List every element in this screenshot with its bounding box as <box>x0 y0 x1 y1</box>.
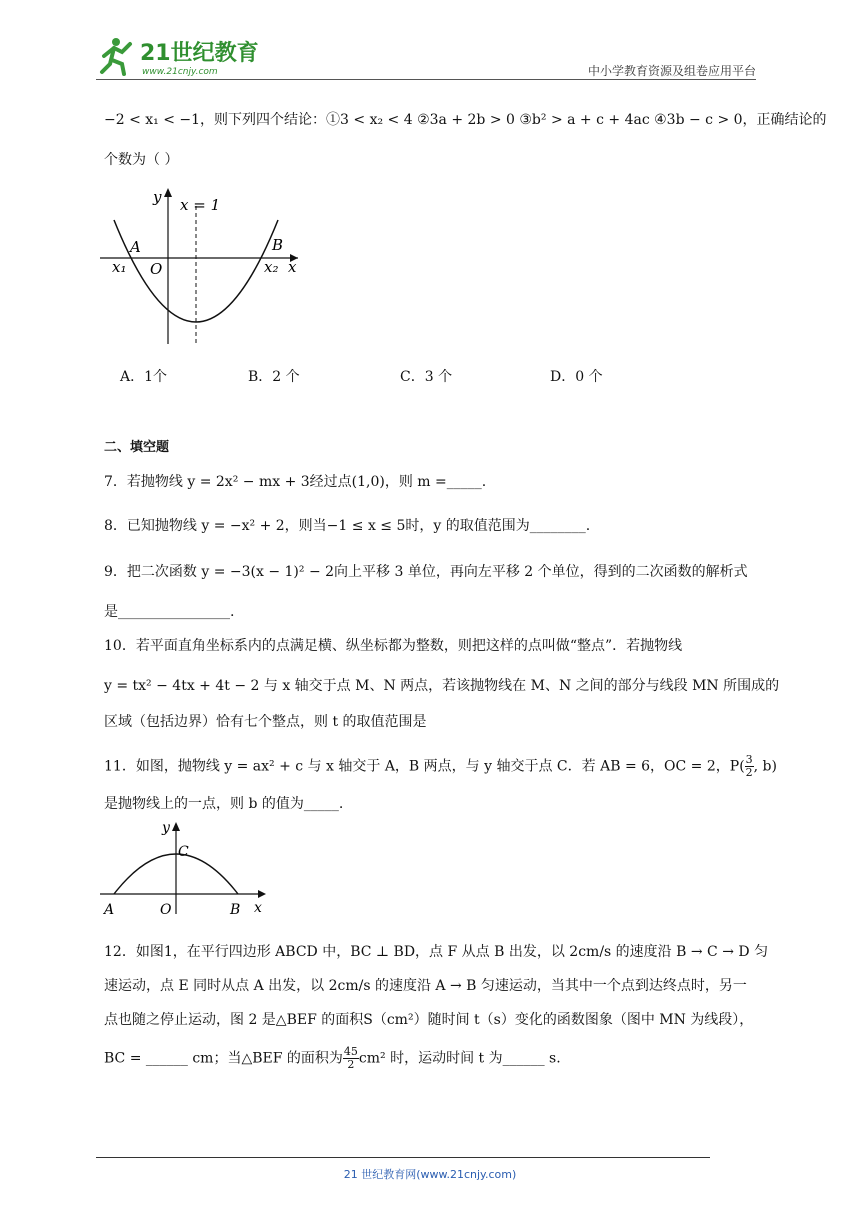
q12-line3: 点也随之停止运动，图 2 是△BEF 的面积S（cm²）随时间 t（s）变化的函数图象（图中 MN 为线段）， <box>104 1012 754 1028</box>
q11-point-c: C <box>178 844 189 860</box>
site-logo <box>96 34 266 78</box>
q6-line1: −2 < x₁ < −1，则下列四个结论：①3 < x₂ < 4 ②3a + 2b > 0 ③b² > a + c + 4ac ④3b − c > 0，正确结论的 <box>104 112 827 128</box>
footer-link[interactable]: 21 世纪教育网(www.21cnjy.com) <box>343 1168 517 1181</box>
q6-point-b: B <box>272 236 284 254</box>
q6-axis-eq: x = 1 <box>180 196 221 214</box>
q12-line1: 12．如图1，在平行四边形 ABCD 中，BC ⊥ BD，点 F 从点 B 出发，以 2cm/s 的速度沿 B → C → D 匀 <box>104 944 769 960</box>
section-title: 二、填空题 <box>104 440 170 455</box>
q12-fraction: $\frac{45}{2}$ <box>343 1045 358 1071</box>
q10-line1: 10．若平面直角坐标系内的点满足横、纵坐标都为整数，则把这样的点叫做“整点”．若抛物线 <box>104 638 683 654</box>
q10-line3: 区域（包括边界）恰有七个整点，则 t 的取值范围是 <box>104 714 427 730</box>
q6-x2-label: x₂ <box>264 258 279 276</box>
q6-choice-a[interactable]: A．1个 <box>120 369 168 385</box>
q7-text: 7．若抛物线 y = 2x² − mx + 3经过点(1,0)，则 m =_____. <box>104 474 487 490</box>
q9-line2: 是________________. <box>104 604 235 620</box>
q11-x-label: x <box>254 900 262 916</box>
q11-y-label: y <box>162 820 170 836</box>
q9-line1: 9．把二次函数 y = −3(x − 1)² − 2向上平移 3 单位，再向左平移 2 个单位，得到的二次函数的解析式 <box>104 564 748 580</box>
q6-choice-d[interactable]: D．0 个 <box>550 369 603 385</box>
q6-y-label: y <box>153 188 162 206</box>
q6-parabola-graph <box>98 184 308 354</box>
q11-parabola-graph <box>98 818 278 922</box>
q11-line2: 是抛物线上的一点，则 b 的值为_____. <box>104 796 344 812</box>
q6-choice-c[interactable]: C．3 个 <box>400 369 453 385</box>
footer-divider <box>96 1157 710 1158</box>
q11-point-a: A <box>104 902 115 918</box>
q6-point-a: A <box>130 238 141 256</box>
q6-line2: 个数为（ ） <box>104 152 179 168</box>
q12-line4: BC = ______ cm；当△BEF 的面积为 $\frac{45}{2}$ cm² 时，运动时间 t 为______ s. <box>104 1045 561 1071</box>
q11-fraction: $\frac{3}{2}$ <box>745 753 753 779</box>
q6-x-label: x <box>288 258 297 276</box>
q8-text: 8．已知抛物线 y = −x² + 2，则当−1 ≤ x ≤ 5时，y 的取值范围为________. <box>104 518 591 534</box>
q6-origin: O <box>150 260 163 278</box>
platform-name: 中小学教育资源及组卷应用平台 <box>587 64 756 78</box>
q11-point-b: B <box>230 902 241 918</box>
header-divider <box>96 79 756 80</box>
q12-line2: 速运动，点 E 同时从点 A 出发，以 2cm/s 的速度沿 A → B 匀速运动，当其中一个点到达终点时，另一 <box>104 978 747 994</box>
q6-x1-label: x₁ <box>112 258 127 276</box>
q6-choice-b[interactable]: B．2 个 <box>248 369 300 385</box>
q10-line2: y = tx² − 4tx + 4t − 2 与 x 轴交于点 M、N 两点，若该抛物线在 M、N 之间的部分与线段 MN 所围成的 <box>104 678 780 694</box>
q11-line1: 11．如图，抛物线 y = ax² + c 与 x 轴交于 A，B 两点，与 y 轴交于点 C．若 AB = 6，OC = 2，P( $\frac{3}{2}$ , b) <box>104 753 777 779</box>
svg-text:www.21cnjy.com: www.21cnjy.com <box>142 67 218 77</box>
q11-origin: O <box>160 902 172 918</box>
svg-text:21世纪教育: 21世纪教育 <box>140 41 259 66</box>
